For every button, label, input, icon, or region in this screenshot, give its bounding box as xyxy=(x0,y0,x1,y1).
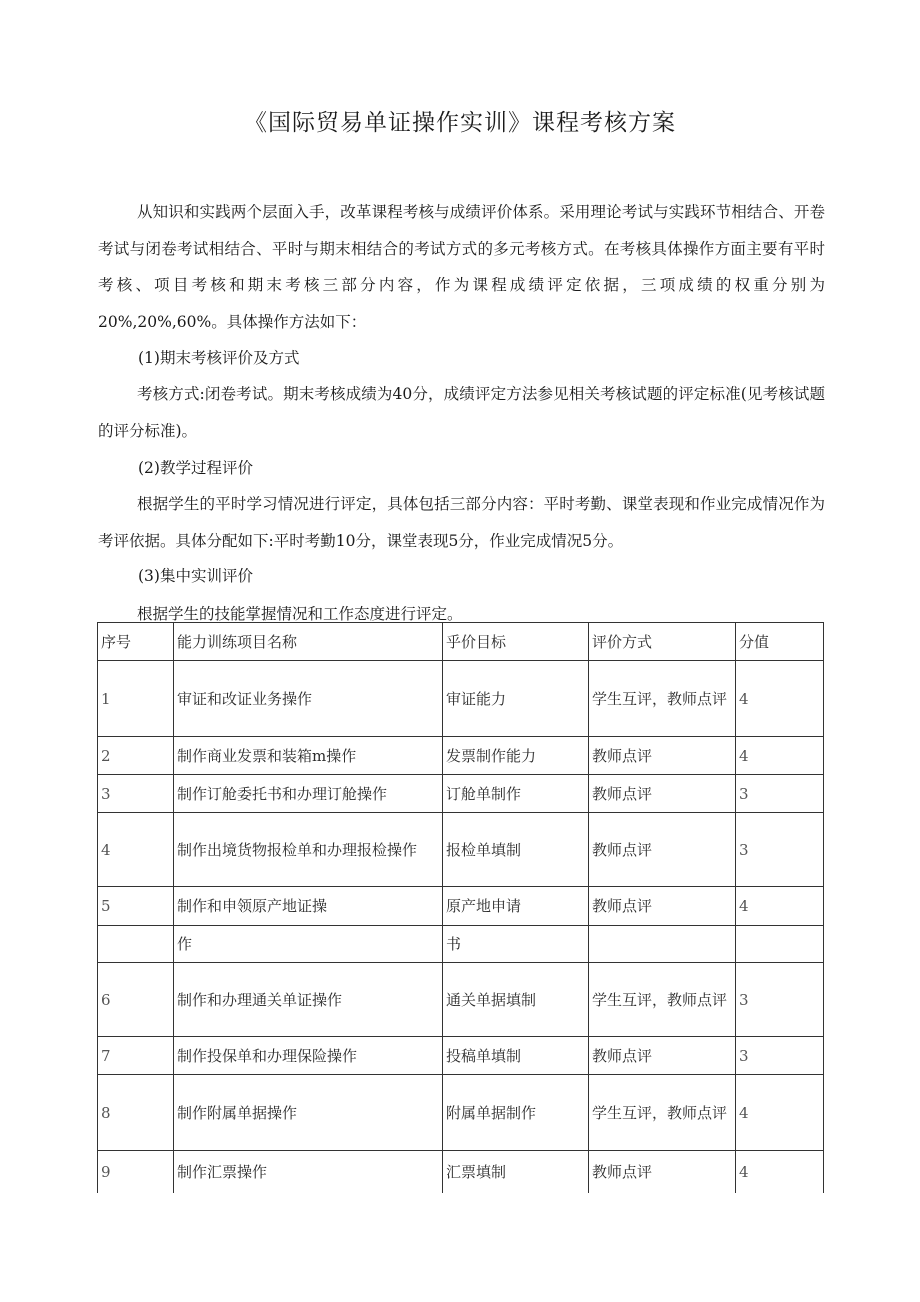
table-cell: 教师点评 xyxy=(589,737,736,775)
table-cell: 5 xyxy=(98,887,174,926)
table-row xyxy=(98,775,824,813)
table-cell: 4 xyxy=(98,813,174,887)
table-cell: 3 xyxy=(736,1037,824,1075)
table-cell: 通关单据填制 xyxy=(443,963,589,1037)
table-row xyxy=(98,661,824,737)
table-cell: 制作商业发票和装箱m操作 xyxy=(174,737,443,775)
table-cell: 教师点评 xyxy=(589,813,736,887)
section1-text: 考核方式:闭卷考试。期末考核成绩为40分，成绩评定方法参见相关考核试题的评定标准(见考核试题的评分标准)。 xyxy=(98,385,825,440)
table-cell: 学生互评，教师点评 xyxy=(589,661,736,737)
table-cell: 教师点评 xyxy=(589,1037,736,1075)
table-cell: 发票制作能力 xyxy=(443,737,589,775)
table-cell: 制作和办理通关单证操作 xyxy=(174,963,443,1037)
table-cell: 教师点评 xyxy=(589,775,736,813)
table-cell: 3 xyxy=(736,963,824,1037)
header-cell: 序号 xyxy=(98,623,174,661)
table-row xyxy=(98,1075,824,1151)
header-cell: 分值 xyxy=(736,623,824,661)
table-cell: 制作附属单据操作 xyxy=(174,1075,443,1151)
table-cell: 作 xyxy=(174,926,443,963)
table-cell: 汇票填制 xyxy=(443,1151,589,1193)
header-cell: 乎价目标 xyxy=(443,623,589,661)
section1-heading: (1)期末考核评价及方式 xyxy=(138,349,300,367)
table-cell: 书 xyxy=(443,926,589,963)
section3-text: 根据学生的技能掌握情况和工作态度进行评定。 xyxy=(137,605,463,623)
section3-heading: (3)集中实训评价 xyxy=(138,567,253,585)
table-row xyxy=(98,887,824,926)
table-cell: 审证和改证业务操作 xyxy=(174,661,443,737)
table-cell: 原产地申请 xyxy=(443,887,589,926)
table-cell: 4 xyxy=(736,661,824,737)
table-cell: 4 xyxy=(736,1151,824,1193)
table-cell: 3 xyxy=(736,813,824,887)
table-cell: 审证能力 xyxy=(443,661,589,737)
table-cell: 制作出境货物报检单和办理报检操作 xyxy=(174,813,443,887)
table-cell: 学生互评，教师点评 xyxy=(589,963,736,1037)
table-cell: 4 xyxy=(736,737,824,775)
table-cell xyxy=(736,926,824,963)
document-title: 《国际贸易单证操作实训》课程考核方案 xyxy=(244,110,676,136)
table-row xyxy=(98,1151,824,1193)
section2-text: 根据学生的平时学习情况进行评定，具体包括三部分内容：平时考勤、课堂表现和作业完成情况作为考评依据。具体分配如下:平时考勤10分，课堂表现5分，作业完成情况5分。 xyxy=(98,495,825,550)
table-row xyxy=(98,1037,824,1075)
table-cell xyxy=(98,926,174,963)
intro-paragraph: 从知识和实践两个层面入手，改革课程考核与成绩评价体系。采用理论考试与实践环节相结合、开卷考试与闭卷考试相结合、平时与期末相结合的考试方式的多元考核方式。在考核具体操作方面主要有平时考核、项目考核和期末考核三部分内容，作为课程成绩评定依据，三项成绩的权重分别为20%,20%,60%。具体操作方法如下： xyxy=(98,203,825,331)
table-cell: 3 xyxy=(736,775,824,813)
table-cell: 2 xyxy=(98,737,174,775)
section2-heading: (2)教学过程评价 xyxy=(138,459,253,477)
table-cell: 学生互评，教师点评 xyxy=(589,1075,736,1151)
table-cell: 报检单填制 xyxy=(443,813,589,887)
assessment-table xyxy=(97,622,824,1193)
table-cell: 制作和申领原产地证操 xyxy=(174,887,443,926)
table-cell: 制作汇票操作 xyxy=(174,1151,443,1193)
table-cell xyxy=(589,926,736,963)
table-cell: 4 xyxy=(736,1075,824,1151)
table-cell: 7 xyxy=(98,1037,174,1075)
table-cell: 制作订舱委托书和办理订舱操作 xyxy=(174,775,443,813)
table-row xyxy=(98,737,824,775)
table-cell: 订舱单制作 xyxy=(443,775,589,813)
table-cell: 1 xyxy=(98,661,174,737)
header-cell: 评价方式 xyxy=(589,623,736,661)
table-cell: 制作投保单和办理保险操作 xyxy=(174,1037,443,1075)
table-cell: 教师点评 xyxy=(589,887,736,926)
header-cell: 能力训练项目名称 xyxy=(174,623,443,661)
table-cell: 教师点评 xyxy=(589,1151,736,1193)
table-header-row xyxy=(98,623,824,661)
table-cell: 4 xyxy=(736,887,824,926)
table-cell: 3 xyxy=(98,775,174,813)
table-cell: 6 xyxy=(98,963,174,1037)
table-row xyxy=(98,963,824,1037)
table-row xyxy=(98,813,824,887)
table-row xyxy=(98,926,824,963)
table-cell: 9 xyxy=(98,1151,174,1193)
table-cell: 投稿单填制 xyxy=(443,1037,589,1075)
table-cell: 附属单据制作 xyxy=(443,1075,589,1151)
table-cell: 8 xyxy=(98,1075,174,1151)
